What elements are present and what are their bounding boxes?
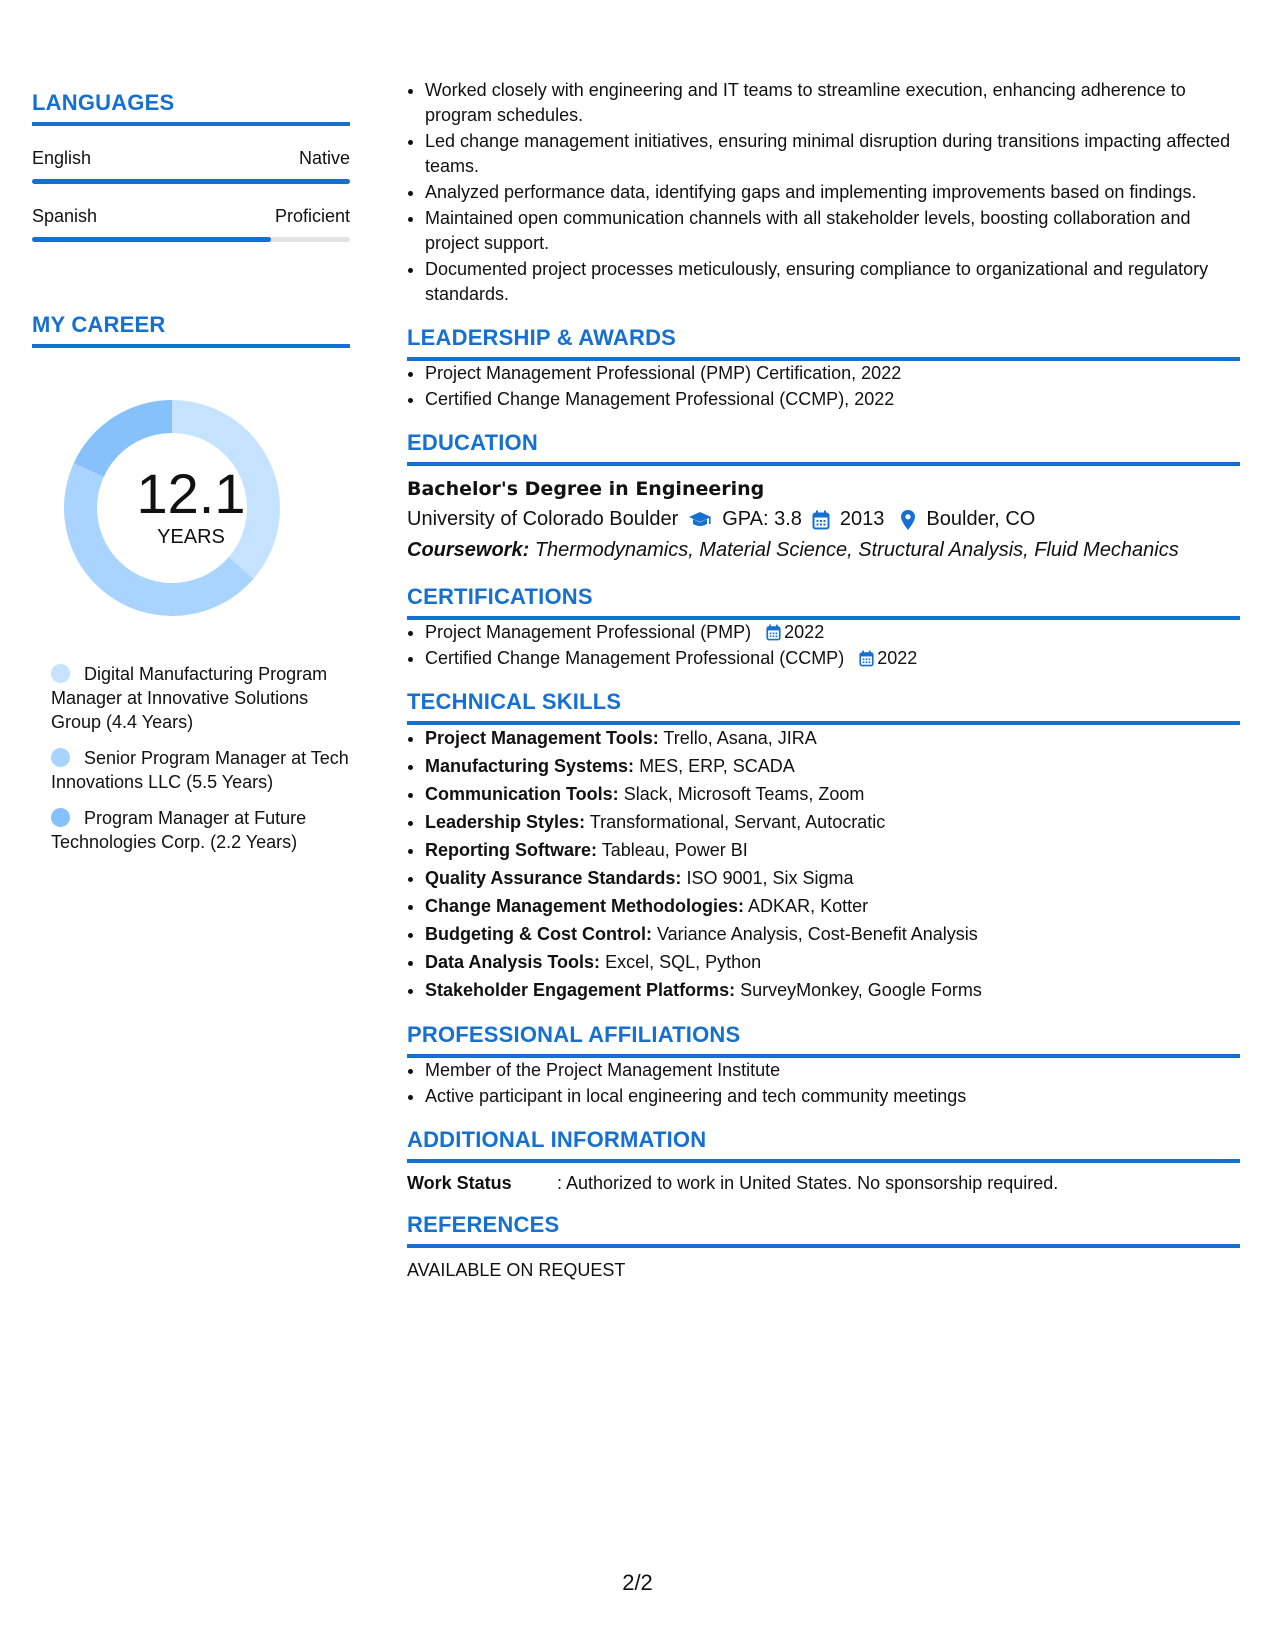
work-status-label: Work Status <box>407 1173 512 1193</box>
career-legend <box>32 662 350 854</box>
page-number: 2/2 <box>622 1570 653 1595</box>
language-level: Native <box>298 148 350 168</box>
skills-list <box>407 725 1240 1004</box>
skill-value: Trello, Asana, JIRA <box>663 728 817 748</box>
skill-label: Budgeting & Cost Control: <box>425 924 652 944</box>
graduation-cap-icon <box>688 511 712 529</box>
skill-value: SurveyMonkey, Google Forms <box>740 980 982 1000</box>
education-coursework <box>407 539 1240 562</box>
affiliation-item: • Member of the Project Management Institute <box>425 1058 1240 1083</box>
work-status-value: : Authorized to work in United States. No sponsorship required. <box>557 1173 1059 1193</box>
experience-bullet: • Worked closely with engineering and IT teams to streamline execution, enhancing adherence to program schedules. <box>425 78 1240 128</box>
language-level-bar <box>32 237 350 242</box>
leadership-item: • Certified Change Management Professional (CCMP), 2022 <box>425 387 1240 412</box>
certification-name: Certified Change Management Professional (CCMP) <box>425 648 845 668</box>
certification-year: 2022 <box>877 648 918 668</box>
language-name: Spanish <box>32 206 98 226</box>
additional-title: ADDITIONAL INFORMATION <box>407 1127 1240 1163</box>
skill-value: Slack, Microsoft Teams, Zoom <box>623 784 865 804</box>
language-level-bar <box>32 179 350 184</box>
education-details <box>407 508 1240 531</box>
coursework-label: Coursework: <box>407 539 530 561</box>
language-level: Proficient <box>274 206 350 226</box>
career-total-label: YEARS <box>157 526 225 548</box>
skill-label: Quality Assurance Standards: <box>425 868 682 888</box>
education-location: Boulder, CO <box>926 508 1036 530</box>
skill-item <box>425 837 1240 864</box>
skill-label: Change Management Methodologies: <box>425 896 745 916</box>
references-title: REFERENCES <box>407 1212 1240 1248</box>
calendar-icon <box>859 650 874 667</box>
languages-title: LANGUAGES <box>32 90 350 126</box>
skill-item <box>425 893 1240 920</box>
experience-bullet: • Maintained open communication channels with all stakeholder levels, boosting collaboration and project support. <box>425 206 1240 256</box>
language-item <box>32 148 350 184</box>
skill-value: ISO 9001, Six Sigma <box>686 868 854 888</box>
language-name: English <box>32 148 92 168</box>
skill-label: Leadership Styles: <box>425 812 586 832</box>
career-legend-item <box>32 746 350 794</box>
skill-label: Project Management Tools: <box>425 728 659 748</box>
certification-item <box>425 646 1240 671</box>
certification-year: 2022 <box>784 622 825 642</box>
calendar-icon <box>766 624 781 641</box>
skill-value: MES, ERP, SCADA <box>639 756 795 776</box>
certifications-list <box>407 620 1240 671</box>
education-school: University of Colorado Boulder <box>407 508 679 530</box>
calendar-icon <box>812 510 830 530</box>
career-legend-label: Digital Manufacturing Program Manager at Innovative Solutions Group (4.4 Years) <box>51 664 328 732</box>
career-legend-label: Program Manager at Future Technologies Corp. (2.2 Years) <box>51 808 307 852</box>
skill-label: Manufacturing Systems: <box>425 756 635 776</box>
legend-dot-icon <box>51 748 70 767</box>
sidebar <box>32 90 350 866</box>
certification-name: Project Management Professional (PMP) <box>425 622 752 642</box>
certification-item <box>425 620 1240 645</box>
skill-label: Stakeholder Engagement Platforms: <box>425 980 736 1000</box>
experience-bullets <box>407 78 1240 307</box>
skill-label: Reporting Software: <box>425 840 598 860</box>
career-total-years: 12.1 <box>136 462 246 525</box>
skill-item <box>425 725 1240 752</box>
skill-value: Excel, SQL, Python <box>605 952 762 972</box>
coursework-list: Thermodynamics, Material Science, Structural Analysis, Fluid Mechanics <box>534 539 1179 561</box>
skill-item <box>425 977 1240 1004</box>
skill-value: Tableau, Power BI <box>601 840 748 860</box>
skill-value: ADKAR, Kotter <box>748 896 869 916</box>
legend-dot-icon <box>51 808 70 827</box>
affiliations-list <box>407 1058 1240 1109</box>
skill-item <box>425 809 1240 836</box>
skill-item <box>425 781 1240 808</box>
career-title: MY CAREER <box>32 312 350 348</box>
education-degree: Bachelor's Degree in Engineering <box>407 478 765 500</box>
skill-item <box>425 753 1240 780</box>
career-legend-item <box>32 662 350 734</box>
leadership-list <box>407 361 1240 412</box>
leadership-title: LEADERSHIP & AWARDS <box>407 325 1240 361</box>
experience-bullet: • Documented project processes meticulously, ensuring compliance to organizational and regulatory standards. <box>425 257 1240 307</box>
legend-dot-icon <box>51 664 70 683</box>
leadership-item: • Project Management Professional (PMP) Certification, 2022 <box>425 361 1240 386</box>
skill-item <box>425 921 1240 948</box>
references-text: AVAILABLE ON REQUEST <box>407 1260 626 1280</box>
language-item <box>32 206 350 242</box>
certifications-title: CERTIFICATIONS <box>407 584 1240 620</box>
skill-value: Variance Analysis, Cost-Benefit Analysis <box>656 924 978 944</box>
main-content <box>407 78 1240 1281</box>
language-level-fill <box>32 237 271 242</box>
skill-label: Communication Tools: <box>425 784 619 804</box>
career-legend-label: Senior Program Manager at Tech Innovations LLC (5.5 Years) <box>51 748 349 792</box>
skill-item <box>425 949 1240 976</box>
skill-item <box>425 865 1240 892</box>
experience-bullet: • Led change management initiatives, ensuring minimal disruption during transitions impacting affected teams. <box>425 129 1240 179</box>
experience-bullet: • Analyzed performance data, identifying gaps and implementing improvements based on findings. <box>425 180 1240 205</box>
education-year: 2013 <box>839 508 885 530</box>
skill-value: Transformational, Servant, Autocratic <box>589 812 886 832</box>
language-level-fill <box>32 179 350 184</box>
education-gpa: GPA: 3.8 <box>722 508 802 530</box>
skill-label: Data Analysis Tools: <box>425 952 601 972</box>
map-pin-icon <box>900 509 916 531</box>
work-status <box>407 1173 1240 1194</box>
career-donut <box>32 388 350 628</box>
career-legend-item <box>32 806 350 854</box>
education-title: EDUCATION <box>407 430 1240 466</box>
affiliation-item: • Active participant in local engineering and tech community meetings <box>425 1084 1240 1109</box>
affiliations-title: PROFESSIONAL AFFILIATIONS <box>407 1022 1240 1058</box>
skills-title: TECHNICAL SKILLS <box>407 689 1240 725</box>
